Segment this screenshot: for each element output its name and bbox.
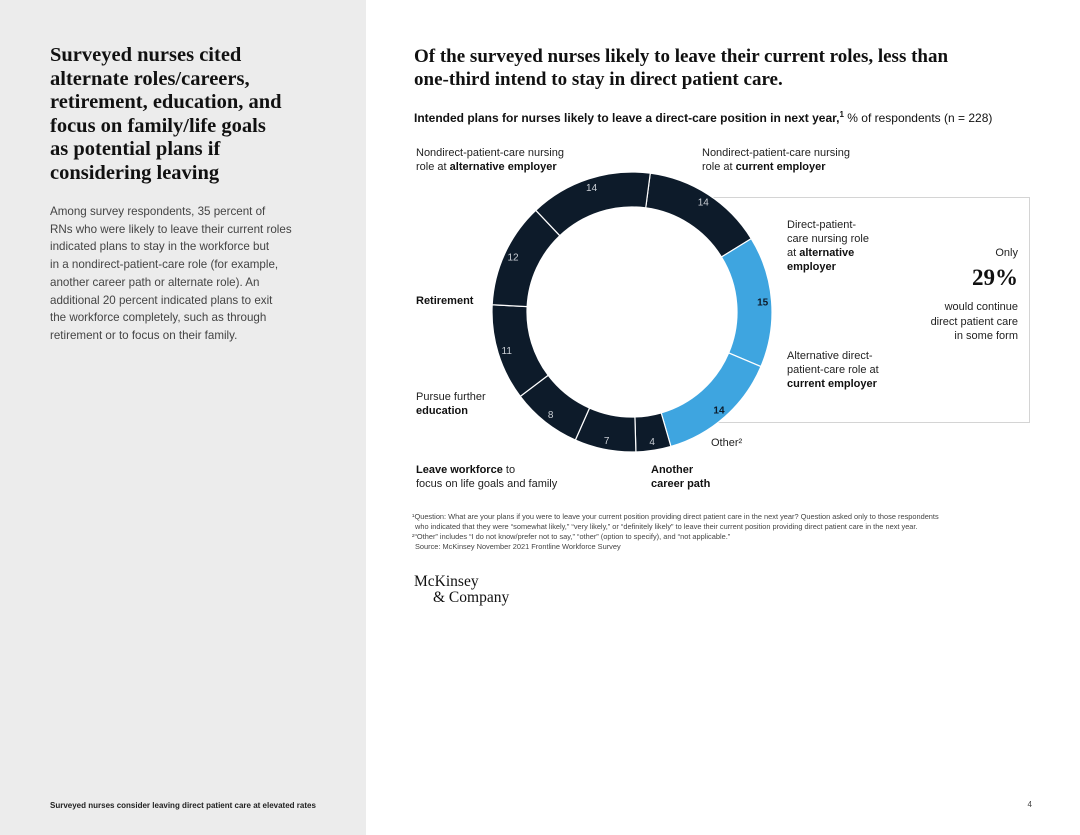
- page-number: 4: [1027, 800, 1032, 809]
- donut-value-alt-direct-current: 14: [713, 405, 725, 417]
- main-title: Of the surveyed nurses likely to leave their current roles, less than one-third intend to stay in direct patient care.: [414, 46, 949, 90]
- label-another-career: Another career path: [651, 464, 711, 490]
- sidebar-heading: Surveyed nurses cited alternate roles/careers, retirement, education, and focus on family/life goals as potential plans if considering leaving: [50, 44, 282, 184]
- donut-value-education: 11: [501, 345, 512, 357]
- label-retirement: Retirement: [416, 295, 474, 307]
- donut-value-direct-alternative: 15: [757, 297, 769, 309]
- donut-slice-nondirect-current: [646, 173, 752, 257]
- sidebar-footer: Surveyed nurses consider leaving direct patient care at elevated rates: [50, 801, 316, 810]
- label-education: Pursue further education: [416, 391, 486, 417]
- footnote-1-cont: who indicated that they were “somewhat likely,” “very likely,” or “definitely likely” to leave their current position providing direct patient care in the next year.: [415, 522, 918, 531]
- mckinsey-logo: McKinsey & Company: [414, 573, 510, 606]
- callout-percentage: 29%: [972, 265, 1018, 290]
- footnotes: [412, 512, 1032, 552]
- chart-subtitle: Intended plans for nurses likely to leave a direct-care position in next year,$^1$ % of respondents (n = 228): [414, 110, 993, 125]
- donut-slice-alt-direct-current: [661, 353, 761, 447]
- donut-value-nondirect-alternative: 14: [586, 182, 598, 194]
- donut-value-leave-workforce: 8: [547, 410, 554, 422]
- label-nondirect-alternative: Nondirect-patient-care nursing role at alternative employer: [416, 147, 564, 173]
- label-other: Other²: [711, 437, 743, 449]
- donut-value-another-career: 7: [603, 436, 610, 448]
- donut-value-retirement: 12: [507, 252, 519, 264]
- callout-description: would continue direct patient care in some form: [930, 301, 1018, 342]
- donut-value-other: 4: [649, 436, 655, 448]
- callout-only-text: Only: [995, 247, 1018, 259]
- label-nondirect-current: Nondirect-patient-care nursing role at current employer: [702, 147, 850, 173]
- label-direct-alternative: Direct-patient- care nursing role at alternative employer: [787, 219, 869, 273]
- footnote-1: ¹Question: What are your plans if you were to leave your current position providing direct patient care in the next year? Question asked only to those respondents: [412, 512, 939, 521]
- label-alt-direct-current: Alternative direct- patient-care role at current employer: [787, 350, 879, 390]
- footnote-2: ²“Other” includes “I do not know/prefer not to say,” “other” (option to specify), and “not applicable.”: [412, 532, 731, 541]
- label-leave-workforce: Leave workforce to focus on life goals and family: [416, 464, 558, 490]
- donut-slice-nondirect-alternative: [536, 172, 650, 236]
- donut-value-nondirect-current: 14: [697, 197, 709, 209]
- footnote-source: Source: McKinsey November 2021 Frontline Workforce Survey: [415, 542, 621, 551]
- sidebar-body-text: Among survey respondents, 35 percent of RNs who were likely to leave their current roles indicated plans to stay in the workforce but in a nondirect-patient-care role (for example, another career path or alternate role). An additional 20 percent indicated plans to exit the workforce completely, such as through retirement or to focus on their family.: [50, 205, 292, 342]
